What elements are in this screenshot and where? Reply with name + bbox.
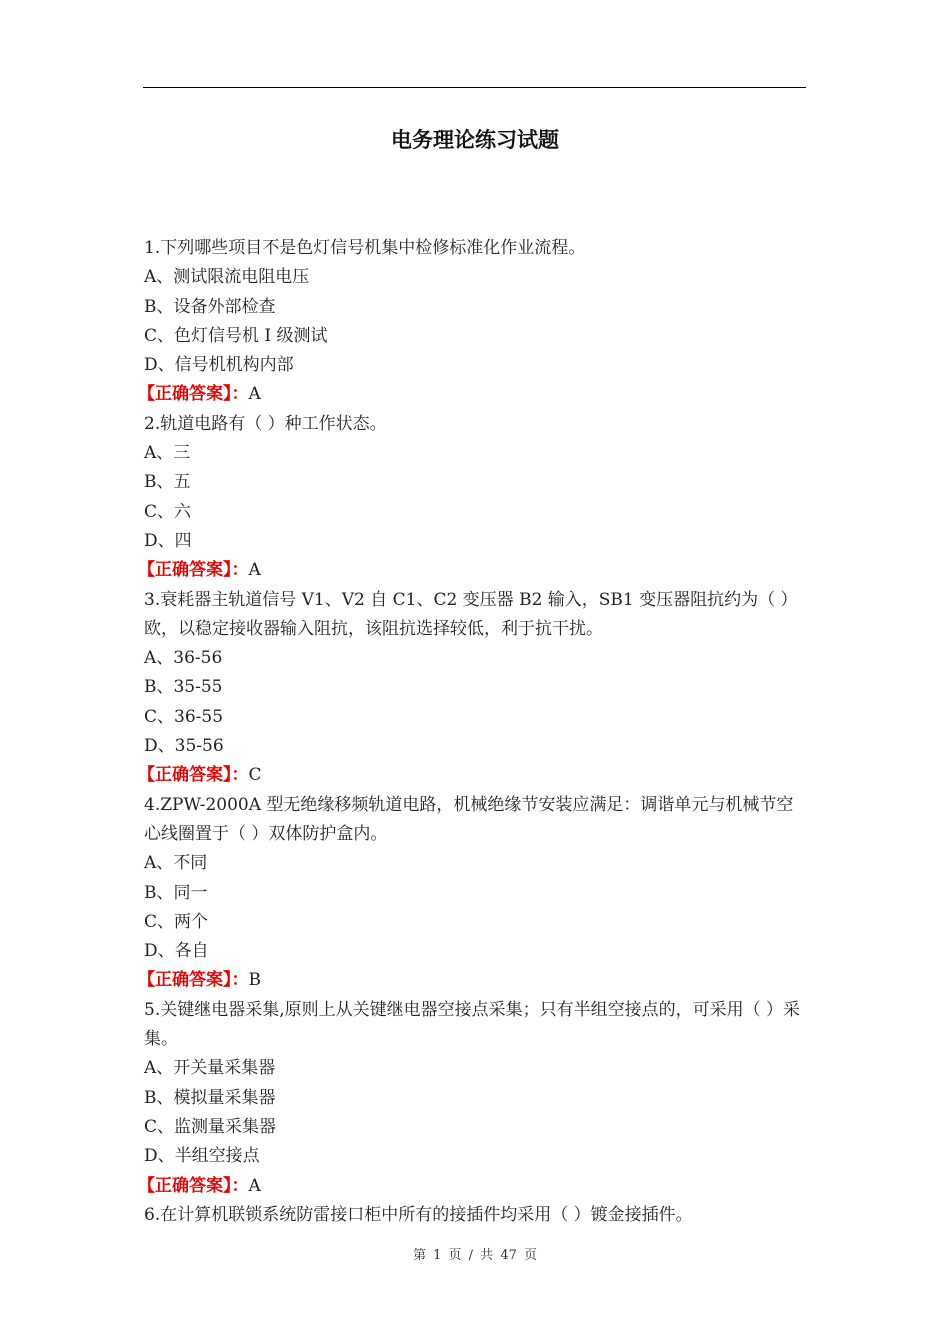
question-option: A、测试限流电阻电压 xyxy=(144,267,310,288)
question-option: C、36-55 xyxy=(144,706,224,727)
question-list xyxy=(138,234,808,1230)
answer-label: 【正确答案】： xyxy=(138,384,249,405)
answer-row xyxy=(138,761,808,790)
answer-row xyxy=(138,380,808,409)
page-number: 第 1 页 / 共 47 页 xyxy=(413,1248,537,1263)
question-option: B、模拟量采集器 xyxy=(144,1087,276,1108)
question-stem: 2.轨道电路有（ ）种工作状态。 xyxy=(144,413,387,434)
question-option: B、五 xyxy=(144,472,191,493)
question-option: D、各自 xyxy=(144,941,209,962)
question-option: D、信号机机构内部 xyxy=(144,355,294,376)
answer-row xyxy=(138,556,808,585)
question-option: B、35-55 xyxy=(144,677,223,698)
answer-value: A xyxy=(248,384,261,405)
header-rule xyxy=(143,87,806,88)
question-option: C、六 xyxy=(144,501,192,522)
question-option: C、两个 xyxy=(144,911,209,932)
answer-value: B xyxy=(248,970,261,991)
question-stem: 3.衰耗器主轨道信号 V1、V2 自 C1、C2 变压器 B2 输入，SB1 变压器阻抗约为（ ）欧，以稳定接收器输入阻抗，该阻抗选择较低，利于抗干扰。 xyxy=(144,589,798,639)
question-option: D、35-56 xyxy=(144,736,224,757)
question-option: C、色灯信号机 I 级测试 xyxy=(144,325,328,346)
answer-row xyxy=(138,1172,808,1201)
question-stem: 4.ZPW-2000A 型无绝缘移频轨道电路，机械绝缘节安装应满足：调谐单元与机械节空心线圈置于（ ）双体防护盒内。 xyxy=(144,794,794,844)
question-option: A、36-56 xyxy=(144,648,223,669)
question-option: D、四 xyxy=(144,530,192,551)
question-option: D、半组空接点 xyxy=(144,1146,260,1167)
answer-label: 【正确答案】： xyxy=(138,560,249,581)
answer-value: A xyxy=(248,560,261,581)
answer-row xyxy=(138,966,808,995)
question-option: A、不同 xyxy=(144,853,208,874)
question-stem: 6.在计算机联锁系统防雷接口柜中所有的接插件均采用（ ）镀金接插件。 xyxy=(144,1204,693,1225)
answer-value: A xyxy=(248,1175,261,1196)
question-option: A、开关量采集器 xyxy=(144,1058,276,1079)
question-option: C、监测量采集器 xyxy=(144,1116,277,1137)
question-option: A、三 xyxy=(144,443,191,464)
question-stem: 1.下列哪些项目不是色灯信号机集中检修标准化作业流程。 xyxy=(144,238,586,258)
answer-label: 【正确答案】： xyxy=(138,1175,249,1196)
page-title: 电务理论练习试题 xyxy=(391,128,559,152)
question-option: B、设备外部检查 xyxy=(144,296,276,317)
answer-label: 【正确答案】： xyxy=(138,970,249,991)
answer-value: C xyxy=(248,765,262,786)
question-stem: 5.关键继电器采集,原则上从关键继电器空接点采集；只有半组空接点的，可采用（ ）采集。 xyxy=(144,999,801,1050)
question-option: B、同一 xyxy=(144,882,208,903)
answer-label: 【正确答案】： xyxy=(138,765,249,786)
